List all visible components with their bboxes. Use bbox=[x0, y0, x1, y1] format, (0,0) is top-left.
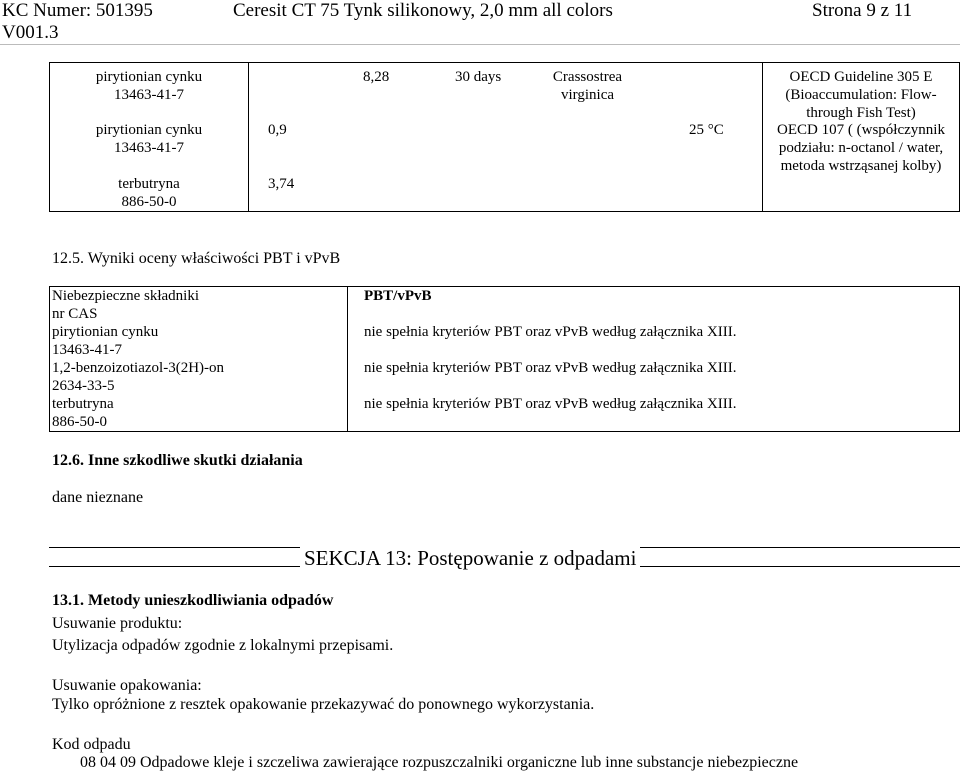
table-cell-duration: 30 days bbox=[455, 69, 502, 85]
table-cell-method: metoda wstrząsanej kolby) bbox=[780, 158, 942, 174]
table-cell-cas: 13463-41-7 bbox=[52, 342, 122, 358]
table-header-components: Niebezpieczne składniki bbox=[52, 288, 200, 304]
table-cell-cas: 13463-41-7 bbox=[114, 87, 184, 103]
kc-number: KC Numer: 501395 bbox=[2, 0, 153, 21]
table-header-pbt: PBT/vPvB bbox=[364, 288, 432, 304]
table-cell-cas: 886-50-0 bbox=[121, 194, 177, 210]
table-cell-method: through Fish Test) bbox=[806, 105, 916, 121]
product-disposal-label: Usuwanie produktu: bbox=[52, 615, 183, 632]
table-cell-substance: terbutryna bbox=[118, 176, 180, 192]
table-cell-component: 1,2-benzoizotiazol-3(2H)-on bbox=[52, 360, 225, 376]
document-title: Ceresit CT 75 Tynk silikonowy, 2,0 mm all colors bbox=[233, 0, 613, 21]
section-12-6-heading: 12.6. Inne szkodliwe skutki działania bbox=[52, 452, 303, 469]
packaging-disposal-label: Usuwanie opakowania: bbox=[52, 677, 202, 694]
table-cell-species: Crassostrea bbox=[552, 69, 623, 85]
table-cell-species: virginica bbox=[560, 87, 615, 103]
table-cell-substance: pirytionian cynku bbox=[95, 122, 203, 138]
waste-code-label: Kod odpadu bbox=[52, 736, 131, 753]
table-cell-component: pirytionian cynku bbox=[52, 324, 159, 340]
section-13-1-heading: 13.1. Metody unieszkodliwiania odpadów bbox=[52, 592, 334, 609]
table-cell-temperature: 25 °C bbox=[689, 122, 724, 138]
page-number: Strona 9 z 11 bbox=[812, 0, 913, 21]
header-divider bbox=[0, 44, 960, 45]
section-13-banner: SEKCJA 13: Postępowanie z odpadami bbox=[300, 545, 640, 571]
table-cell-value: 3,74 bbox=[268, 176, 295, 192]
table-cell-method: (Bioaccumulation: Flow- bbox=[785, 87, 937, 103]
table-cell-value: 8,28 bbox=[363, 69, 390, 85]
table-header-cas: nr CAS bbox=[52, 306, 98, 322]
table-cell-method: podziału: n-octanol / water, bbox=[778, 140, 944, 156]
section-12-5-heading: 12.5. Wyniki oceny właściwości PBT i vPvB bbox=[52, 250, 341, 267]
table-cell-pbt-result: nie spełnia kryteriów PBT oraz vPvB według załącznika XIII. bbox=[364, 324, 737, 340]
version: V001.3 bbox=[2, 22, 59, 43]
packaging-disposal-text: Tylko opróżnione z resztek opakowanie przekazywać do ponownego wykorzystania. bbox=[52, 696, 595, 713]
table-cell-method: OECD Guideline 305 E bbox=[789, 69, 933, 85]
table-cell-cas: 2634-33-5 bbox=[52, 378, 115, 394]
table-cell-method: OECD 107 ( (współczynnik bbox=[777, 122, 945, 138]
table-cell-substance: pirytionian cynku bbox=[95, 69, 203, 85]
table-cell-pbt-result: nie spełnia kryteriów PBT oraz vPvB według załącznika XIII. bbox=[364, 396, 737, 412]
table-cell-pbt-result: nie spełnia kryteriów PBT oraz vPvB według załącznika XIII. bbox=[364, 360, 737, 376]
table-cell-cas: 13463-41-7 bbox=[114, 140, 184, 156]
product-disposal-text: Utylizacja odpadów zgodnie z lokalnymi przepisami. bbox=[52, 637, 394, 654]
table-cell-component: terbutryna bbox=[52, 396, 114, 412]
table-cell-value: 0,9 bbox=[268, 122, 287, 138]
waste-code-text: 08 04 09 Odpadowe kleje i szczeliwa zawierające rozpuszczalniki organiczne lub inne substancje niebezpieczne bbox=[80, 754, 799, 771]
section-12-6-text: dane nieznane bbox=[52, 489, 144, 506]
table-cell-cas: 886-50-0 bbox=[52, 414, 107, 430]
